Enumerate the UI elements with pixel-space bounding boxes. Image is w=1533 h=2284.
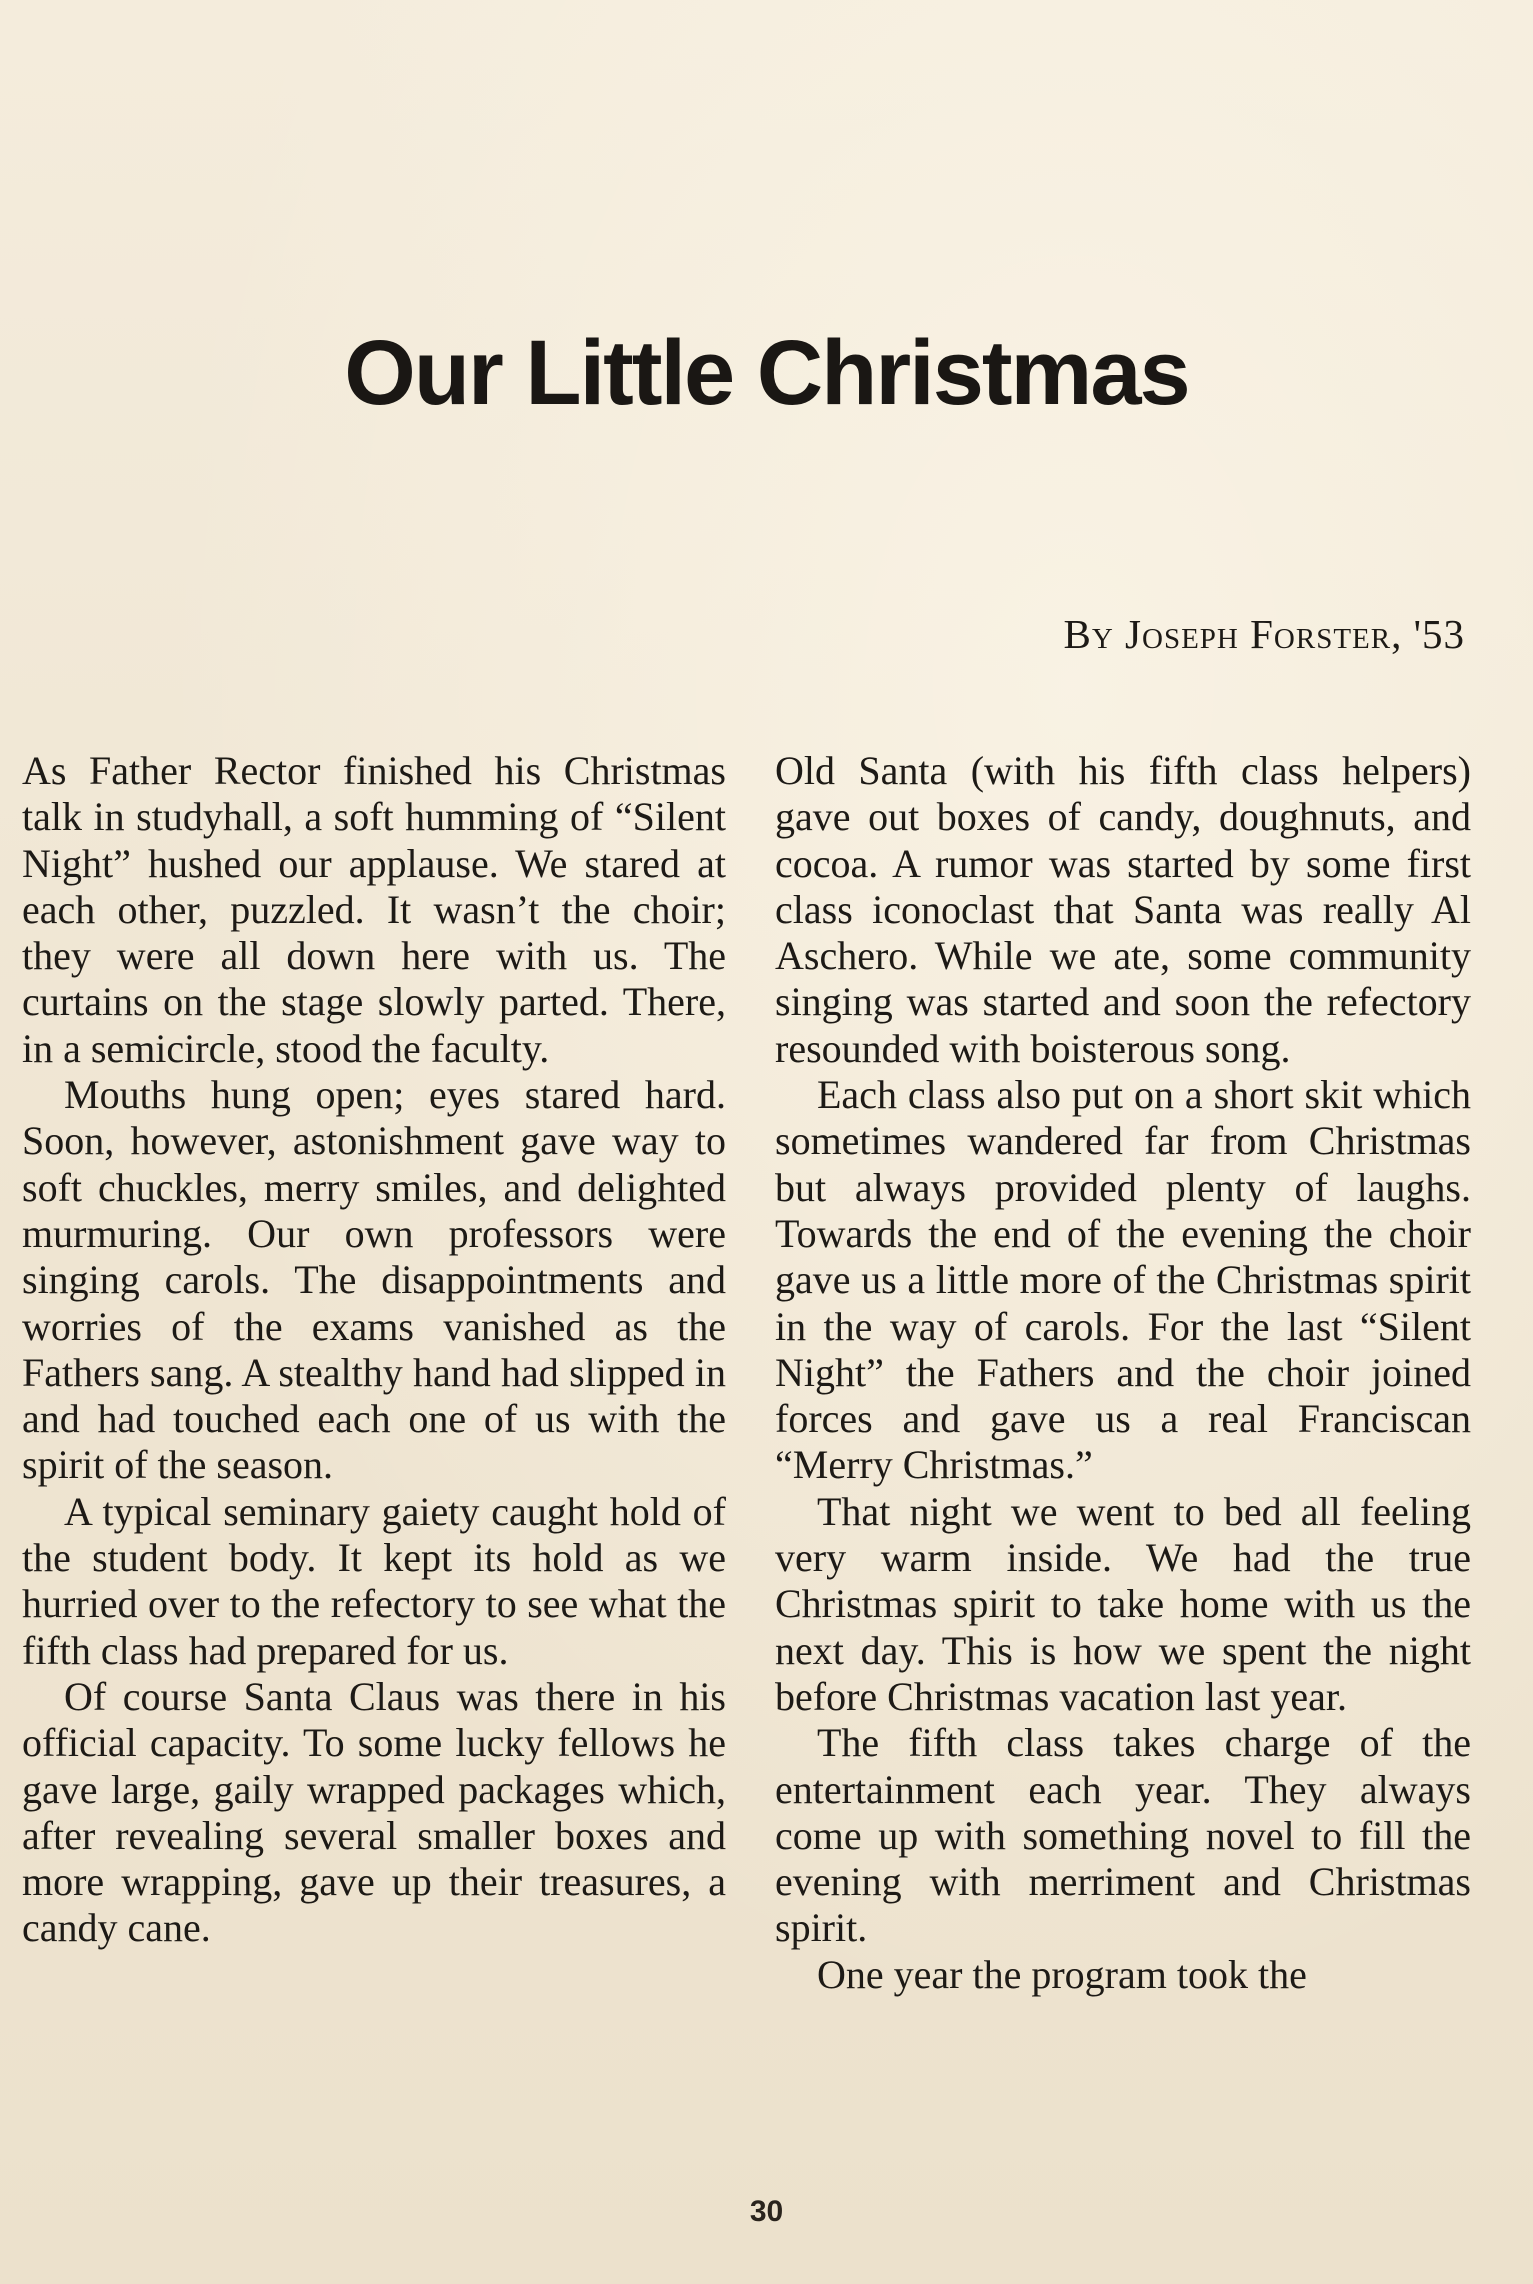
text-column-right bbox=[775, 748, 1471, 1998]
article-title: Our Little Christmas bbox=[344, 322, 1189, 424]
paragraph: Each class also put on a short skit which sometimes wandered far from Christmas but always provided plenty of laughs. Towards the end of the evening the choir gave us a little more of the Christmas spirit in the way of carols. For the last “Silent Night” the Fathers and the choir joined forces and gave us a real Franciscan “Merry Christmas.” bbox=[775, 1072, 1471, 1488]
text-column-left bbox=[22, 748, 726, 1952]
paragraph: A typical seminary gaiety caught hold of the student body. It kept its hold as we hurried over to the refectory to see what the fifth class had prepared for us. bbox=[22, 1488, 726, 1673]
page-number: 30 bbox=[749, 2195, 784, 2228]
paragraph: Old Santa (with his fifth class helpers) gave out boxes of candy, doughnuts, and cocoa. A rumor was started by some first class iconoclast that Santa was really Al Aschero. While we ate, some community singing was started and soon the refectory resounded with boisterous song. bbox=[775, 748, 1471, 1071]
paragraph: One year the program took the bbox=[817, 1951, 1307, 1997]
paragraph: As Father Rector finished his Christmas talk in studyhall, a soft humming of “Silent Night” hushed our applause. We stared at each other, puzzled. It wasn’t the choir; they were all down here with us. The curtains on the stage slowly parted. There, in a semicircle, stood the faculty. bbox=[22, 748, 726, 1071]
paragraph: Of course Santa Claus was there in his official capacity. To some lucky fellows he gave large, gaily wrapped packages which, after revealing several smaller boxes and more wrapping, gave up their treasures, a candy cane. bbox=[22, 1673, 726, 1951]
article-byline: By Joseph Forster, '53 bbox=[1063, 611, 1465, 657]
paragraph: That night we went to bed all feeling very warm inside. We had the true Christmas spirit to take home with us the next day. This is how we spent the night before Christmas vacation last year. bbox=[775, 1488, 1471, 1719]
paragraph: The fifth class takes charge of the entertainment each year. They always come up with something novel to fill the evening with merriment and Christmas spirit. bbox=[775, 1720, 1471, 1951]
paragraph: Mouths hung open; eyes stared hard. Soon, however, astonishment gave way to soft chuckles, merry smiles, and delighted murmuring. Our own professors were singing carols. The disappointments and worries of the exams vanished as the Fathers sang. A stealthy hand had slipped in and had touched each one of us with the spirit of the season. bbox=[22, 1072, 726, 1488]
